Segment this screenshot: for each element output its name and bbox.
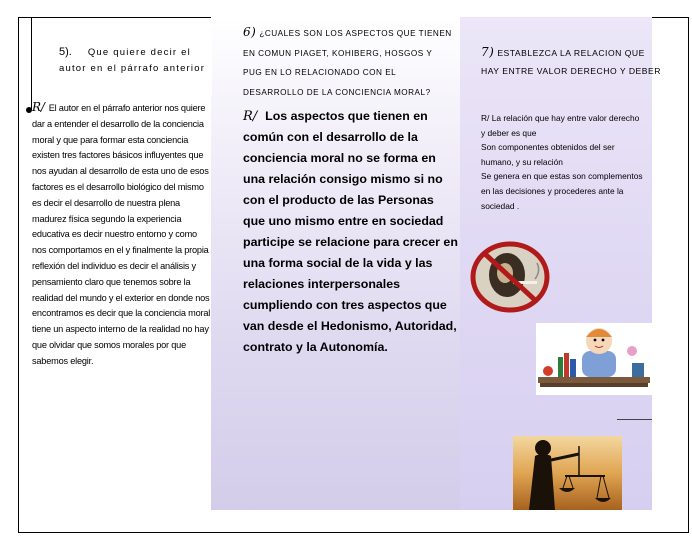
lady-justice-icon <box>513 436 622 510</box>
answer6-prefix: R/ <box>243 109 258 124</box>
question5-text: Que quiere decir el autor en el párrafo anterior <box>59 47 206 74</box>
question7-number: 7) <box>481 45 495 59</box>
answer7-line: Son componentes obtenidos del ser <box>481 142 615 153</box>
question6 <box>243 23 453 102</box>
answer7-line: y deber es que <box>481 127 537 138</box>
no-smoking-icon <box>469 241 551 313</box>
answer7-line: humano, y su relación <box>481 156 563 167</box>
question5-number: 5). <box>59 46 72 58</box>
answer5 <box>32 100 212 370</box>
answer7-line: sociedad . <box>481 200 520 211</box>
answer6 <box>243 106 458 358</box>
question6-text: ¿CUALES SON LOS ASPECTOS QUE TIENEN EN COMUN PIAGET, KOHIBERG, HOSGOS Y PUG EN LO RELACIONADO CON EL DESARROLLO DE LA CONCIENCIA MORAL? <box>243 29 452 97</box>
question7 <box>481 43 661 80</box>
answer6-text: Los aspectos que tienen en común con el desarrollo de la conciencia moral no se forma en una relación consigo mismo si no con el producto de las Personas que uno mismo entre en sociedad participe se relacione para crecer en una forma social de la vida y las relaciones interpersonales cumpliendo con tres aspectos que van desde el Hedonismo, Autoridad, contrato y la Autonomía. <box>243 109 458 354</box>
answer7 <box>481 111 652 213</box>
vertical-rule <box>31 18 32 110</box>
answer7-line: en las decisiones y procederes ante la <box>481 185 624 196</box>
question5 <box>59 44 211 77</box>
answer7-line: Se genera en que estas son complementos <box>481 171 643 182</box>
divider-line <box>617 419 652 420</box>
answer5-prefix: R/ <box>32 100 45 114</box>
answer5-text: El autor en el párrafo anterior nos quiere dar a entender el desarrollo de la conciencia moral y que para formar esta conciencia existen tres factores básicos influyentes que nos ayudan al desarrollo de esta uno de esos factores es el desarrollo biológico del mismo es decir el desarrollo de nuestra plena madurez física segundo la experiencia educativa es decir nuestro entorno y como nos comportamos en el y finalmente la propia reflexión del individuo es decir el análisis y pensamiento claro que tenemos sobre la realidad del mundo y el exterior en donde nos encontramos es decir que la conciencia moral tiene un aspecto interno de la realidad no hay que olvidar que somos morales por que sabemos elegir. <box>32 103 211 366</box>
question7-text: ESTABLEZCA LA RELACION QUE HAY ENTRE VALOR DERECHO Y DEBER <box>481 48 661 76</box>
question6-number: 6) <box>243 25 257 39</box>
answer7-line: R/ La relación que hay entre valor derecho <box>481 113 640 123</box>
student-desk-icon <box>536 323 652 395</box>
